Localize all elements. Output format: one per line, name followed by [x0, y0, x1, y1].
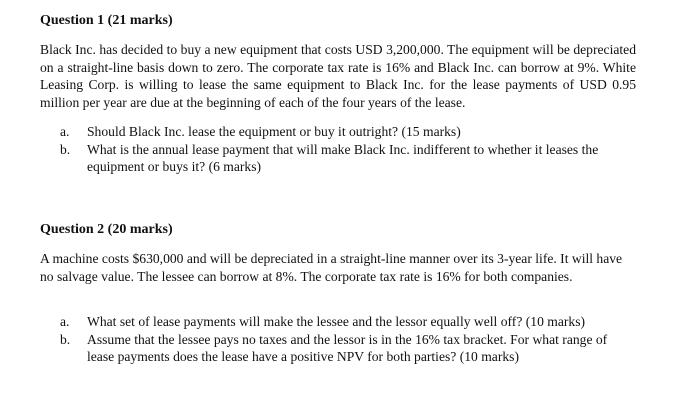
- question-1-subquestions: [60, 123, 640, 176]
- list-item-text: What set of lease payments will make the lessee and the lessor equally well off? (10 marks): [87, 314, 586, 329]
- list-marker: b.: [60, 141, 71, 157]
- list-item: [60, 141, 640, 176]
- list-marker: a.: [60, 314, 70, 329]
- question-1-body: Black Inc. has decided to buy a new equipment that costs USD 3,200,000. The equipment will be depreciated on a straight-line basis down to zero. The corporate tax rate is 16% and Black Inc. can borrow at 9%. White Leasing Corp. is willing to lease the same equipment to Black Inc. for the lease payments of USD 0.95 million per year are due at the beginning of each of the four years of the lease.: [40, 42, 636, 110]
- list-item-text: Should Black Inc. lease the equipment or buy it outright? (15 marks): [87, 124, 461, 139]
- list-item: [60, 331, 625, 366]
- list-item-text: What is the annual lease payment that will make Black Inc. indifferent to whether it leases the equipment or buys it? (6 marks): [87, 141, 599, 174]
- list-marker: b.: [60, 331, 71, 347]
- question-1-title: Question 1 (21 marks): [40, 13, 173, 28]
- question-2-title: Question 2 (20 marks): [40, 222, 173, 237]
- list-marker: a.: [60, 124, 70, 139]
- question-2-body: A machine costs $630,000 and will be depreciated in a straight-line manner over its 3-year life. It will have no salvage value. The lessee can borrow at 8%. The corporate tax rate is 16% for both companies.: [40, 251, 623, 284]
- list-item: [60, 313, 625, 331]
- list-item-text: Assume that the lessee pays no taxes and the lessor is in the 16% tax bracket. For what range of lease payments does the lease have a positive NPV for both parties? (10 marks): [87, 331, 608, 364]
- list-item: [60, 123, 640, 141]
- question-2-subquestions: [60, 313, 625, 366]
